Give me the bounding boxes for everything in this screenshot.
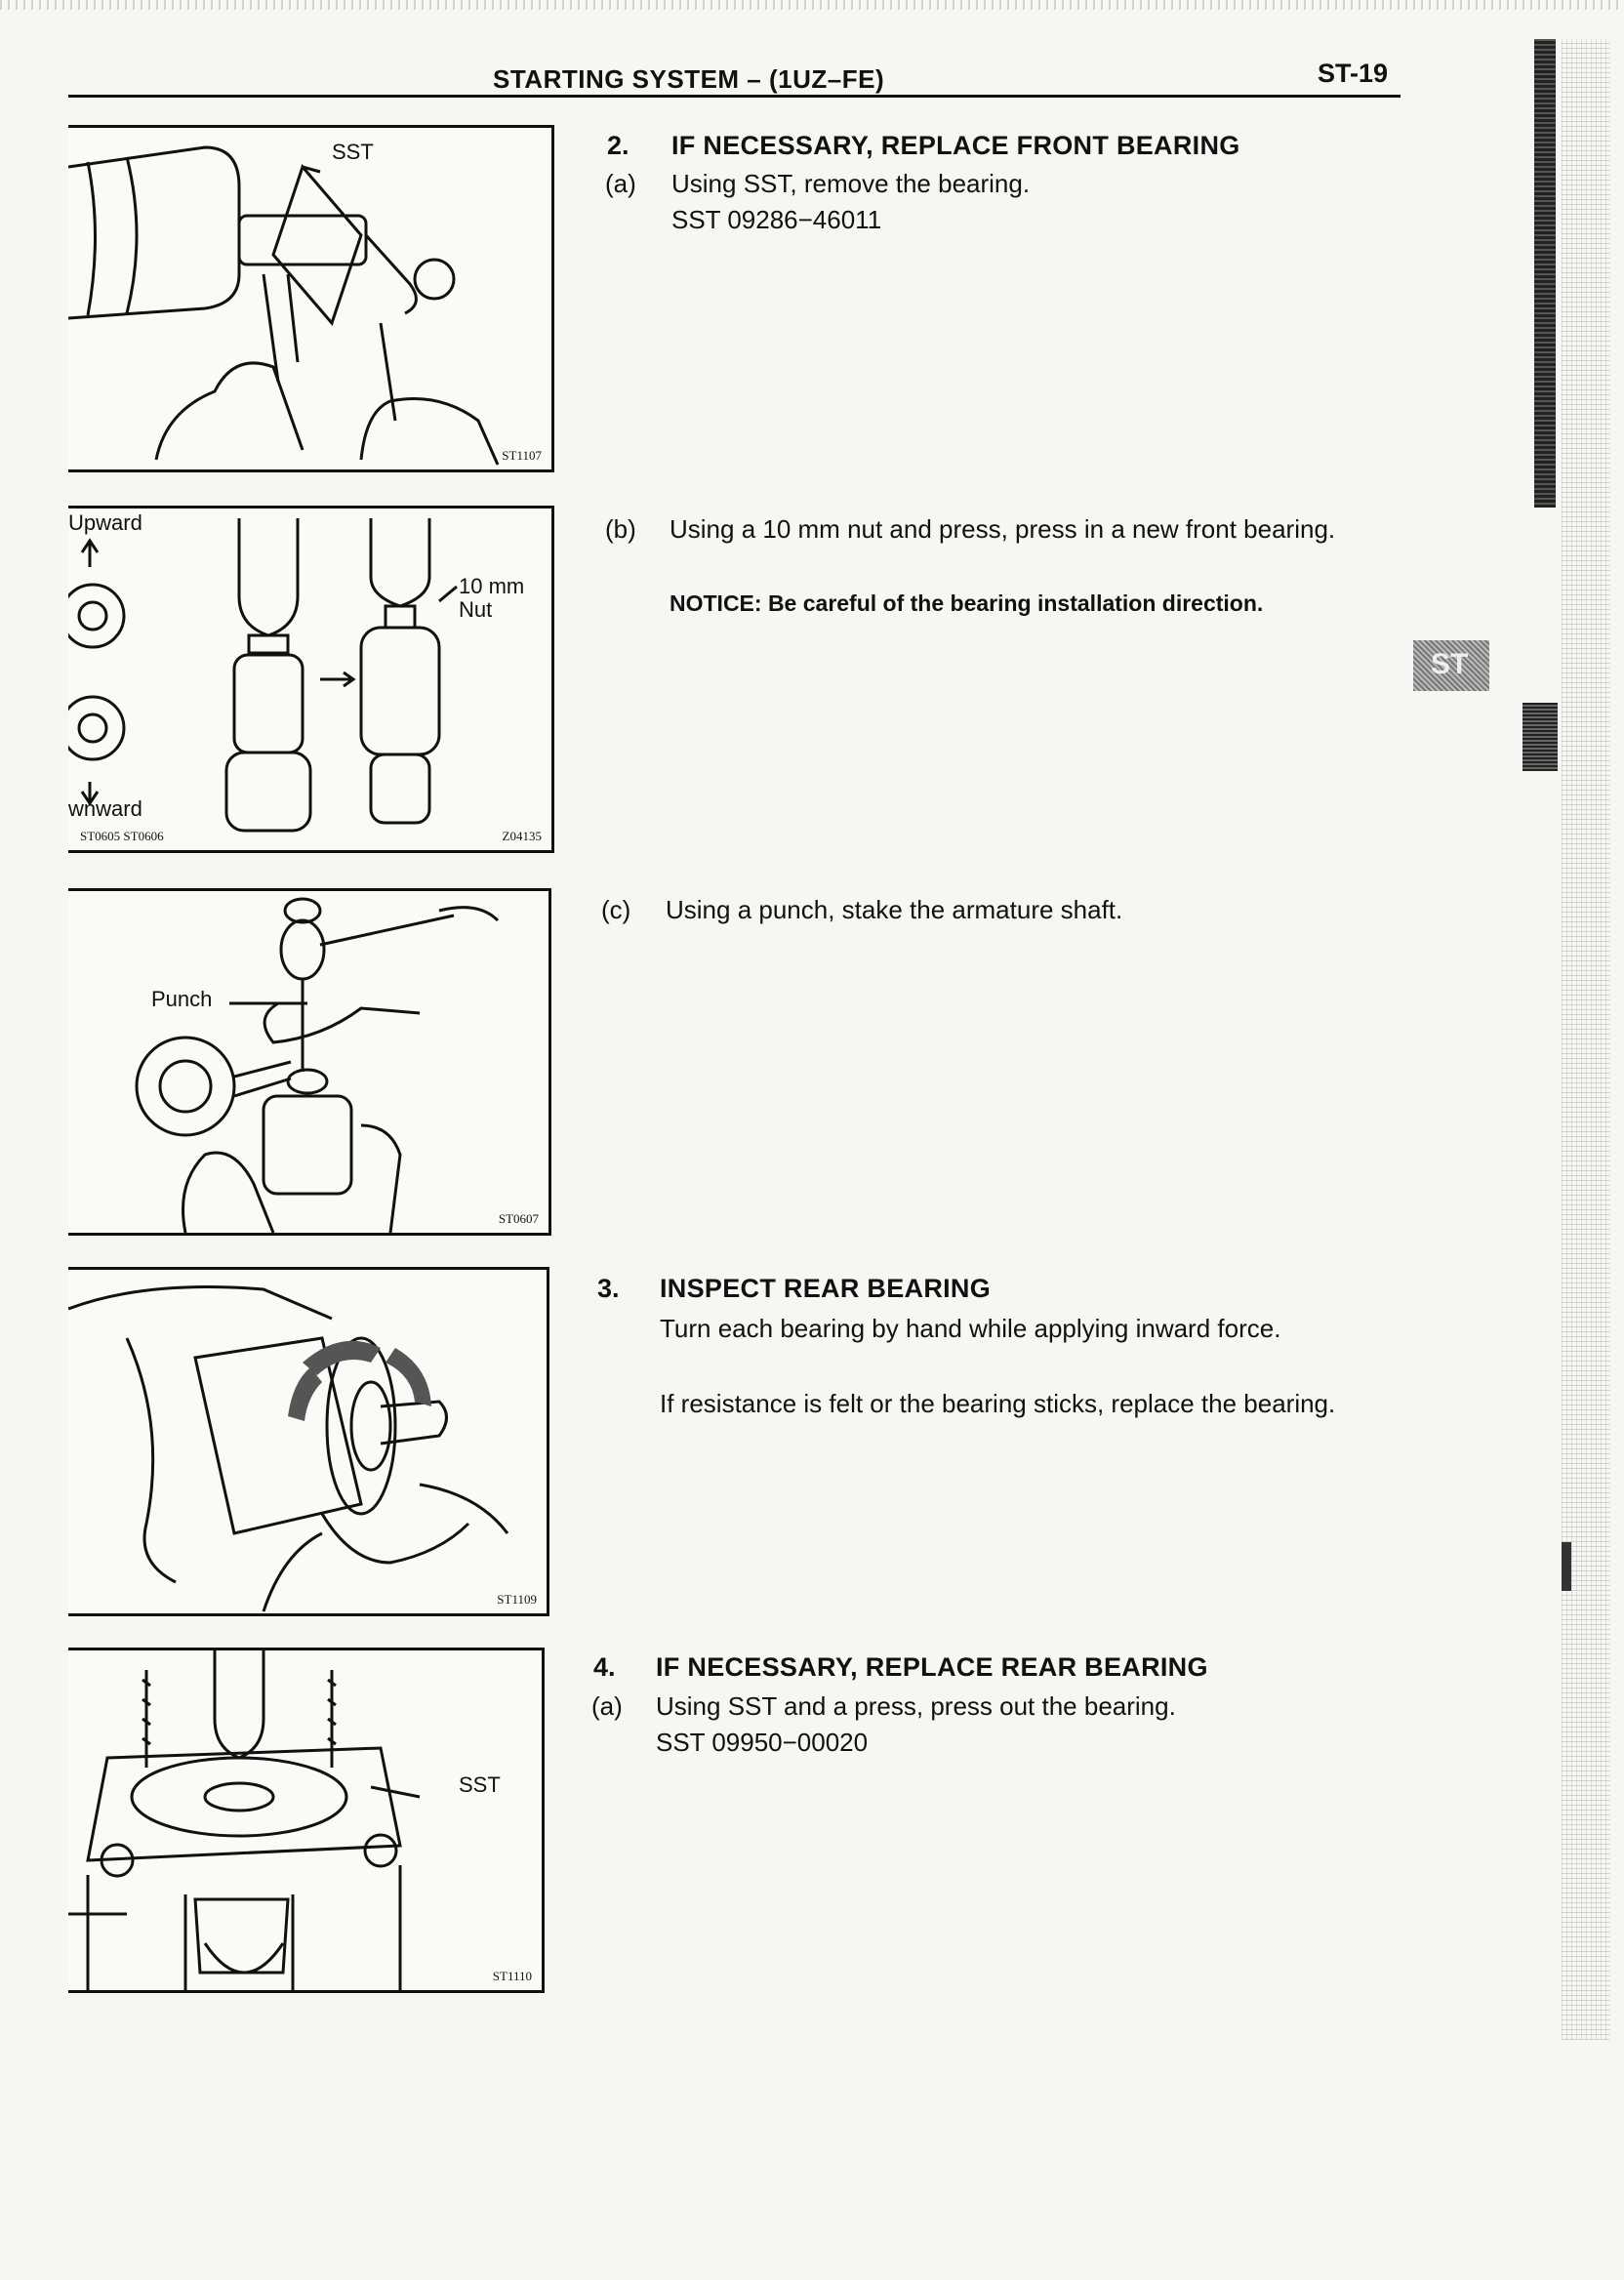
sst-label: SST [332,140,374,164]
figure-code: ST0607 [498,1211,539,1226]
scan-dots-top [0,0,1624,10]
step-4a-text: Using SST and a press, press out the bearing. [656,1691,1176,1721]
header-rule [68,95,1401,98]
figure-code: ST1107 [502,448,542,463]
step-4a-mark: (a) [591,1691,623,1721]
nut-label: 10 mm Nut [459,574,525,622]
figure-inspect-rear-bearing [68,1267,549,1616]
figure-remove-front-bearing [68,125,554,472]
downward-label: wnward [68,796,142,821]
step-2-heading: IF NECESSARY, REPLACE FRONT BEARING [671,131,1240,160]
step-2b-notice: NOTICE: Be careful of the bearing installation direction. [670,590,1264,616]
punch-label: Punch [151,987,213,1011]
figure-press-in-front-bearing [68,506,554,853]
figure-code: Z04135 [502,829,542,843]
section-tab-marker [1522,703,1558,771]
section-title: STARTING SYSTEM – (1UZ–FE) [493,64,885,94]
sst-puller-illustration [68,128,551,469]
sst-label: SST [459,1772,501,1797]
scan-edge-mark [1562,1542,1571,1591]
scan-edge-shadow [1534,39,1556,508]
step-3-number: 3. [597,1274,620,1303]
bearing-separator-illustration [68,1650,542,1990]
figure-stake-shaft [68,888,551,1236]
scan-edge-dots [1562,39,1610,2040]
step-4-number: 4. [593,1652,616,1682]
step-4a-sst: SST 09950−00020 [656,1728,869,1757]
step-2c-mark: (c) [601,895,631,924]
punch-illustration [68,891,548,1233]
figure-code: ST1110 [492,1969,532,1983]
step-2b-text: Using a 10 mm nut and press, press in a new front bearing. [670,514,1336,544]
step-2a-mark: (a) [605,169,636,198]
section-tab-label: ST [1431,648,1469,680]
figure-code: ST1109 [497,1592,537,1607]
turn-bearing-illustration [68,1270,547,1613]
figure-press-out-rear-bearing [68,1648,545,1993]
step-4-heading: IF NECESSARY, REPLACE REAR BEARING [656,1652,1208,1682]
step-2a-sst: SST 09286−46011 [671,205,882,234]
step-3-text-1: Turn each bearing by hand while applying inward force. [660,1314,1281,1343]
upward-label: Upward [68,510,142,535]
step-2b-mark: (b) [605,514,636,544]
step-2-number: 2. [607,131,629,160]
section-tab [1413,640,1489,691]
page-number: ST-19 [1318,59,1389,88]
step-3-heading: INSPECT REAR BEARING [660,1274,992,1303]
figure-subcodes: ST0605 ST0606 [80,829,164,843]
step-2c-text: Using a punch, stake the armature shaft. [666,895,1123,924]
step-3-text-2: If resistance is felt or the bearing sticks, replace the bearing. [660,1389,1336,1418]
step-2a-text: Using SST, remove the bearing. [671,169,1031,198]
